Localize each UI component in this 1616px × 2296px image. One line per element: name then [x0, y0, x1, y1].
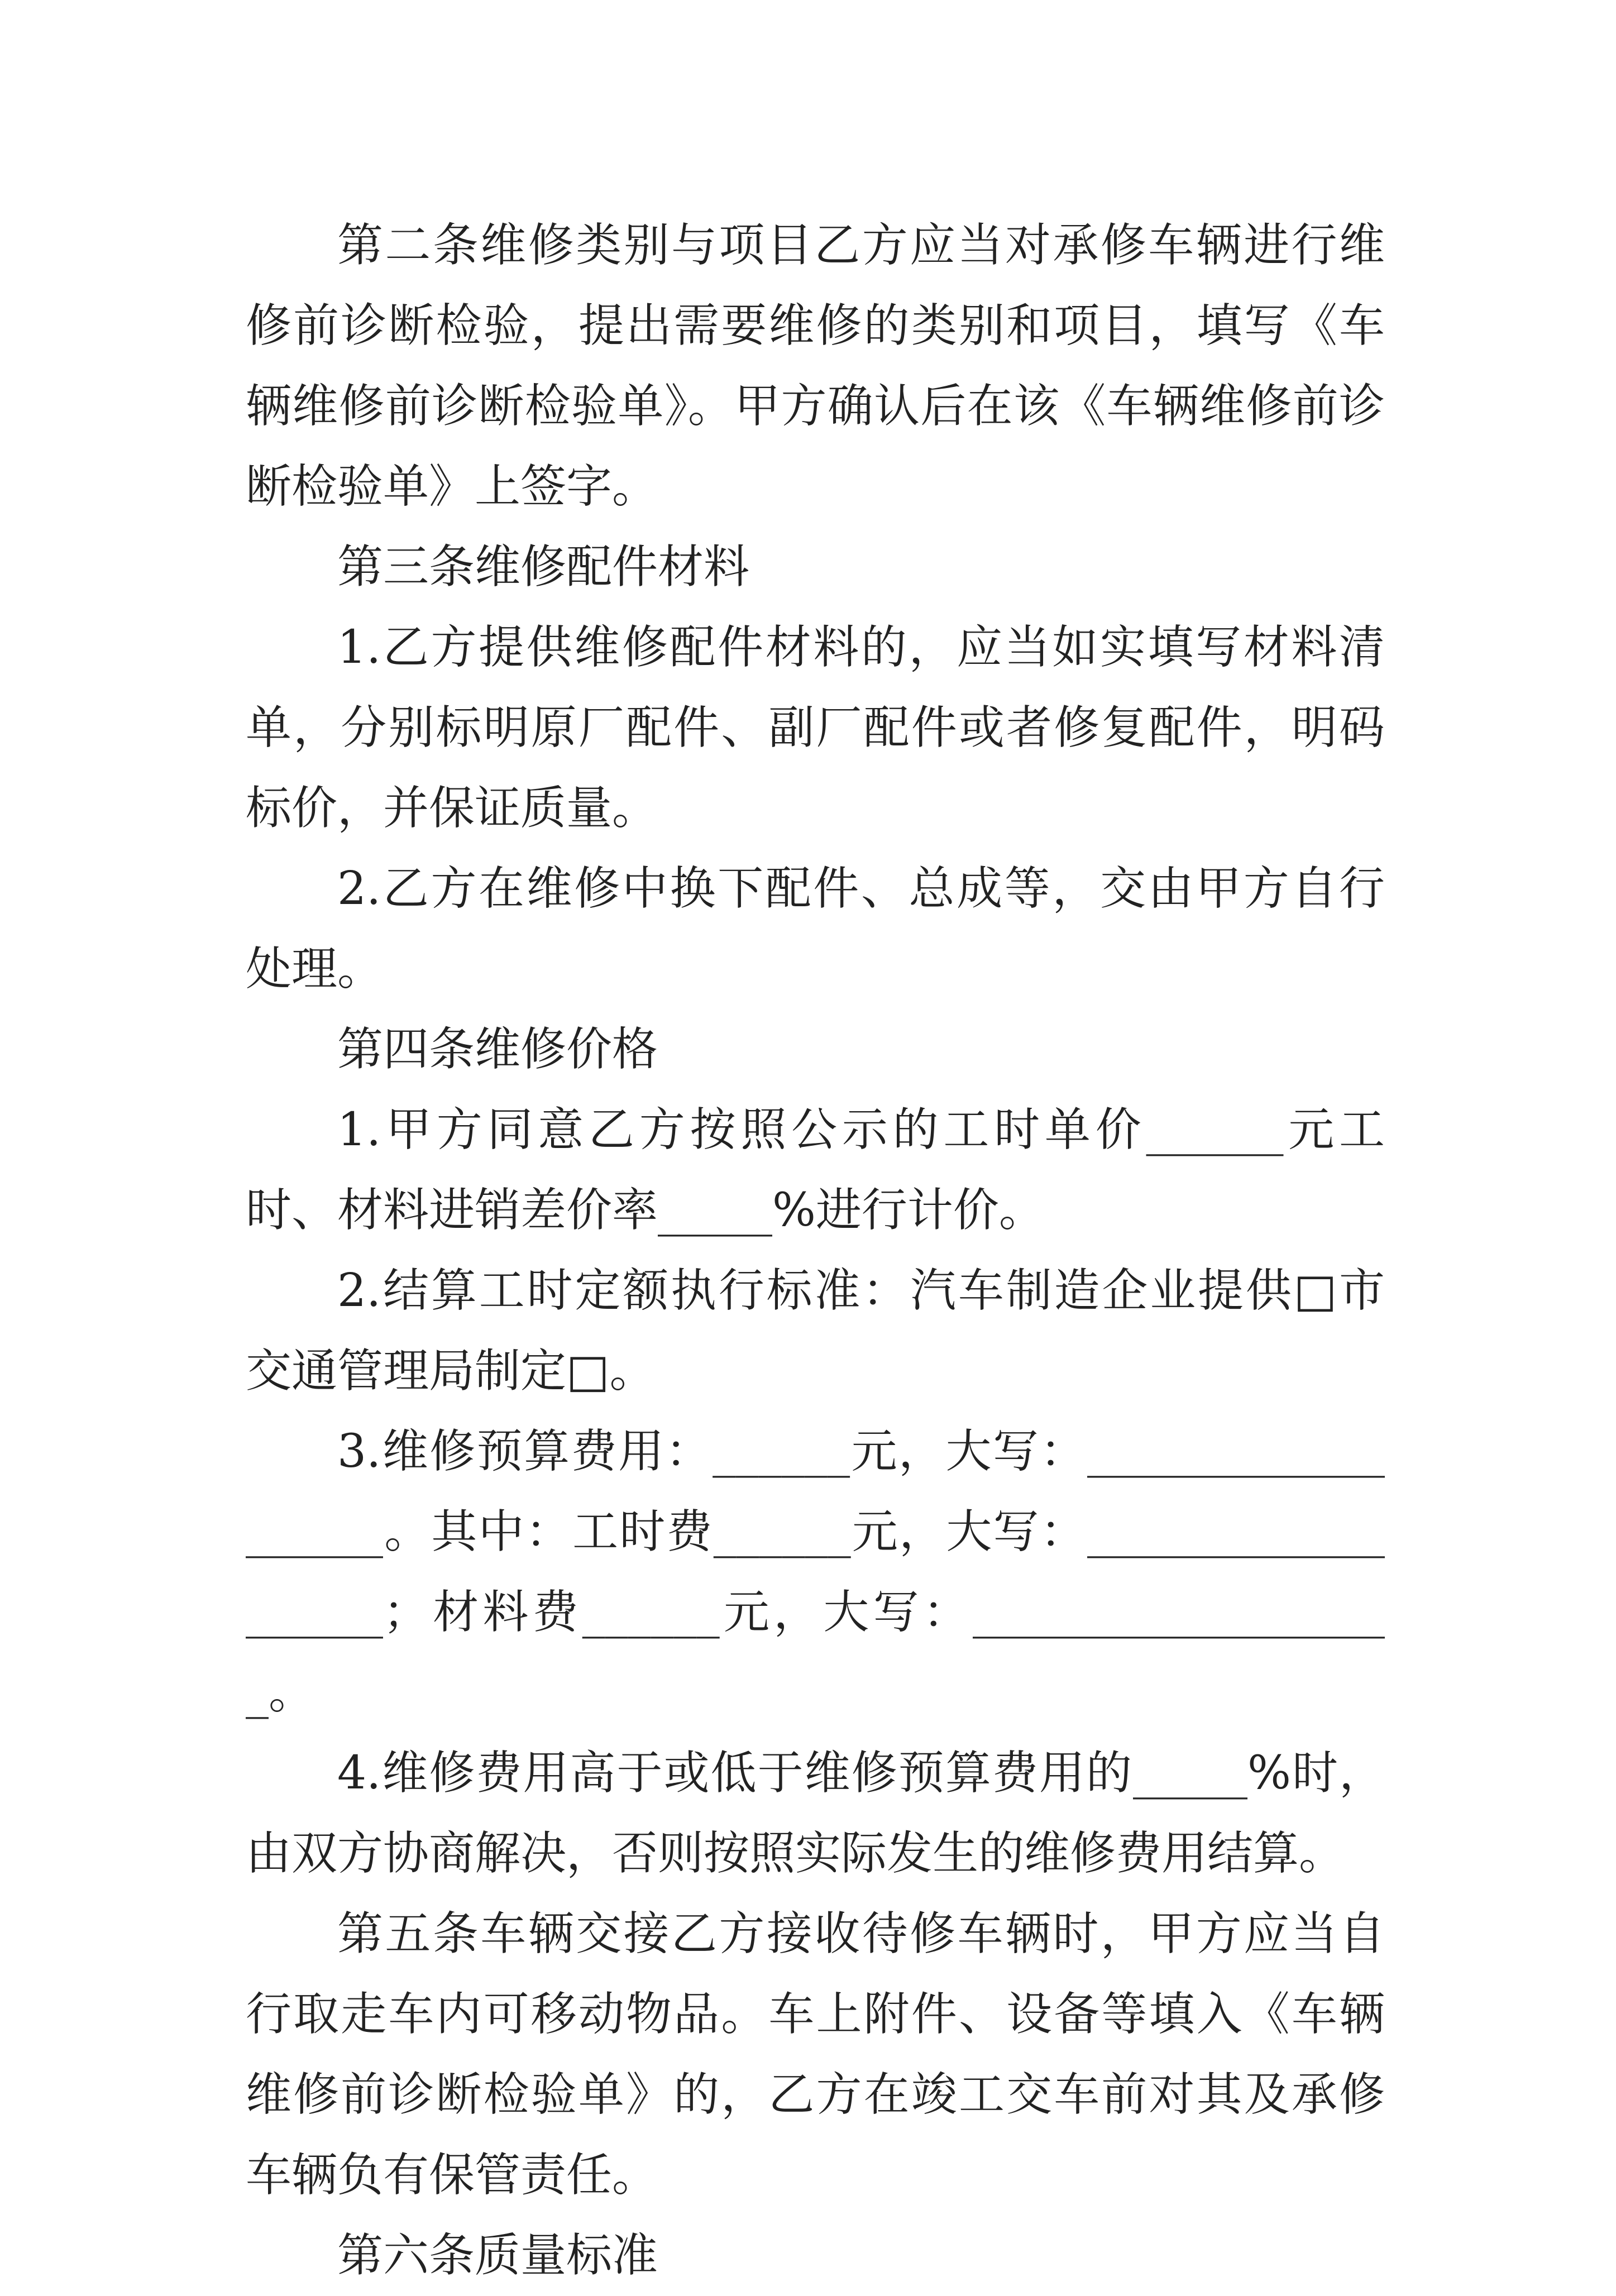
- article-5-paragraph: 第五条车辆交接乙方接收待修车辆时，甲方应当自行取走车内可移动物品。车上附件、设备等填入《车辆维修前诊断检验单》的，乙方在竣工交车前对其及承修车辆负有保管责任。: [246, 1907, 1385, 2202]
- article-3-clause-2: 2.乙方在维修中换下配件、总成等，交由甲方自行处理。: [246, 862, 1385, 996]
- article-4-clause-4: 4.维修费用高于或低于维修预算费用的_____%时，由双方协商解决，否则按照实际发生的维修费用结算。: [246, 1747, 1385, 1880]
- article-2-paragraph: 第二条维修类别与项目乙方应当对承修车辆进行维修前诊断检验，提出需要维修的类别和项目，填写《车辆维修前诊断检验单》。甲方确认后在该《车辆维修前诊断检验单》上签字。: [246, 219, 1385, 513]
- article-4-clause-2: 2.结算工时定额执行标准：汽车制造企业提供□市交通管理局制定□。: [246, 1264, 1385, 1398]
- article-3-clause-1: 1.乙方提供维修配件材料的，应当如实填写材料清单，分别标明原厂配件、副厂配件或者修复配件，明码标价，并保证质量。: [246, 621, 1385, 835]
- article-4-clause-1: 1.甲方同意乙方按照公示的工时单价______元工时、材料进销差价率_____%进行计价。: [246, 1103, 1385, 1237]
- document-body: [246, 205, 1385, 2296]
- article-4-clause-3: 3.维修预算费用：______元，大写：___________________。其中：工时费______元，大写：___________________；材料费______元，大写：___________________。: [246, 1425, 1385, 1719]
- article-3-heading: 第三条维修配件材料: [337, 540, 750, 594]
- article-4-heading: 第四条维修价格: [337, 1023, 658, 1076]
- article-6-heading: 第六条质量标准: [337, 2229, 658, 2282]
